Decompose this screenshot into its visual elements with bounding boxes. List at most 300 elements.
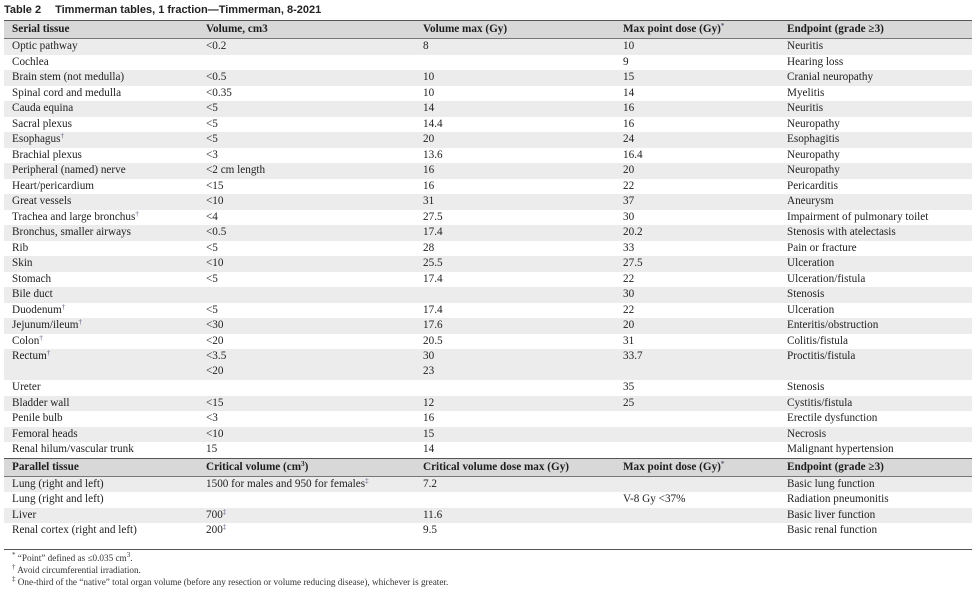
volume-max-cell-text: 31 bbox=[423, 195, 435, 207]
endpoint-cell-text: Hearing loss bbox=[787, 55, 844, 68]
table-row bbox=[4, 303, 972, 319]
volume-cell-text: <5 bbox=[206, 272, 218, 285]
endpoint-cell-text: Ulceration bbox=[787, 303, 835, 316]
endpoint-cell bbox=[779, 86, 972, 102]
max-point-dose-cell-text: 16.4 bbox=[623, 148, 643, 161]
max-point-dose-cell bbox=[615, 303, 779, 319]
max-point-dose-cell-text: 31 bbox=[623, 334, 635, 347]
tissue-cell-text: Skin bbox=[12, 257, 33, 269]
max-point-dose-cell bbox=[615, 442, 779, 458]
volume-cell bbox=[198, 179, 415, 195]
tissue-cell bbox=[4, 39, 198, 55]
volume-max-cell-text: 17.4 bbox=[423, 272, 443, 285]
max-point-dose-cell bbox=[615, 349, 779, 380]
tissue-cell bbox=[4, 442, 198, 458]
table-row bbox=[4, 39, 972, 55]
volume-max-cell bbox=[415, 194, 615, 210]
tissue-cell bbox=[4, 427, 198, 443]
volume-max-cell bbox=[415, 225, 615, 241]
tissue-cell-text: Brachial plexus bbox=[12, 148, 82, 161]
volume-max-cell-second: 23 bbox=[423, 365, 435, 377]
volume-cell-text: <0.5 bbox=[206, 226, 227, 238]
table-row bbox=[4, 241, 972, 257]
max-point-dose-cell bbox=[615, 117, 779, 133]
max-point-dose-cell bbox=[615, 86, 779, 102]
max-point-dose-cell bbox=[615, 179, 779, 195]
footnote-text: One-third of the “native” total organ volume (before any resection or volume reducing disease), whichever is greater. bbox=[17, 577, 449, 587]
tissue-cell bbox=[4, 55, 198, 71]
endpoint-cell-text: Ulceration/fistula bbox=[787, 272, 866, 285]
table-row bbox=[4, 396, 972, 412]
max-point-dose-cell-text: 30 bbox=[623, 288, 635, 300]
max-point-dose-cell-text: 27.5 bbox=[623, 257, 643, 269]
max-point-dose-cell-text: 22 bbox=[623, 303, 635, 316]
endpoint-cell bbox=[779, 225, 972, 241]
tissue-cell-text: Ureter bbox=[12, 381, 41, 393]
table-row bbox=[4, 287, 972, 303]
critical-dose-max-header: Critical volume dose max (Gy) bbox=[415, 458, 615, 476]
endpoint-cell-text: Malignant hypertension bbox=[787, 443, 894, 455]
tissue-cell-text: Renal cortex (right and left) bbox=[12, 524, 137, 536]
volume-max-cell bbox=[415, 55, 615, 71]
max-point-dose-cell-text: 10 bbox=[623, 40, 635, 52]
volume-max-cell bbox=[415, 210, 615, 226]
max-point-dose-cell bbox=[615, 241, 779, 257]
footnote bbox=[4, 552, 972, 564]
endpoint-cell bbox=[779, 55, 972, 71]
endpoint-cell-text: Cystitis/fistula bbox=[787, 396, 853, 409]
volume-cell bbox=[198, 318, 415, 334]
endpoint-cell-text: Neuropathy bbox=[787, 117, 840, 130]
table-row bbox=[4, 318, 972, 334]
endpoint-cell bbox=[779, 101, 972, 117]
max-point-dose-cell bbox=[615, 523, 779, 539]
endpoint-cell bbox=[779, 427, 972, 443]
volume-cell bbox=[198, 287, 415, 303]
max-point-dose-cell-text: 22 bbox=[623, 179, 635, 192]
volume-cell-text: 1500 for males and 950 for females bbox=[206, 477, 366, 490]
max-point-dose-cell bbox=[615, 334, 779, 350]
endpoint-cell-text: Ulceration bbox=[787, 257, 835, 269]
volume-cell-text: <5 bbox=[206, 102, 218, 114]
volume-cell-text: <15 bbox=[206, 179, 224, 192]
tissue-cell bbox=[4, 396, 198, 412]
volume-max-cell bbox=[415, 318, 615, 334]
table-row bbox=[4, 86, 972, 102]
table-row bbox=[4, 55, 972, 71]
volume-max-cell-text: 10 bbox=[423, 71, 435, 83]
footnote-symbol: * bbox=[12, 551, 16, 559]
volume-max-cell-text: 25.5 bbox=[423, 257, 443, 269]
volume-max-cell bbox=[415, 396, 615, 412]
table-row bbox=[4, 194, 972, 210]
footnote bbox=[4, 564, 972, 576]
tissue-cell bbox=[4, 210, 198, 226]
table-row bbox=[4, 508, 972, 524]
footnote-mark: ‡ bbox=[222, 507, 227, 516]
tissue-cell bbox=[4, 349, 198, 380]
volume-cell-text: <5 bbox=[206, 117, 218, 130]
volume-max-cell bbox=[415, 148, 615, 164]
endpoint-cell bbox=[779, 241, 972, 257]
volume-cell bbox=[198, 132, 415, 148]
endpoint-cell-text: Aneurysm bbox=[787, 195, 834, 207]
volume-cell bbox=[198, 523, 415, 539]
table-row bbox=[4, 476, 972, 492]
volume-cell-text: <5 bbox=[206, 241, 218, 254]
footnote-mark: † bbox=[135, 209, 139, 218]
endpoint-cell-text: Neuropathy bbox=[787, 164, 840, 176]
volume-max-cell bbox=[415, 380, 615, 396]
serial-header-row bbox=[4, 21, 972, 39]
volume-cell-text: <5 bbox=[206, 303, 218, 316]
parallel-tissue-header: Parallel tissue bbox=[4, 458, 198, 476]
volume-cell bbox=[198, 380, 415, 396]
volume-cell bbox=[198, 476, 415, 492]
table-row bbox=[4, 411, 972, 427]
volume-max-cell-text: 17.4 bbox=[423, 303, 443, 316]
endpoint-cell-text: Neuritis bbox=[787, 102, 824, 114]
volume-cell bbox=[198, 241, 415, 257]
volume-cell bbox=[198, 86, 415, 102]
tissue-cell-text: Spinal cord and medulla bbox=[12, 86, 122, 99]
footnote-mark: ‡ bbox=[222, 523, 227, 531]
endpoint-cell-text: Basic lung function bbox=[787, 477, 875, 490]
endpoint-cell-text: Myelitis bbox=[787, 86, 825, 99]
volume-max-cell-text: 10 bbox=[423, 86, 435, 99]
volume-max-cell bbox=[415, 70, 615, 86]
volume-cell-text: <4 bbox=[206, 210, 218, 223]
volume-cell bbox=[198, 427, 415, 443]
max-point-dose-cell-text: 16 bbox=[623, 117, 635, 130]
endpoint-cell bbox=[779, 492, 972, 508]
volume-max-cell-text: 14 bbox=[423, 443, 435, 455]
parallel-header-row bbox=[4, 458, 972, 476]
volume-cell-text: <20 bbox=[206, 334, 224, 347]
tissue-cell bbox=[4, 523, 198, 539]
table-row bbox=[4, 179, 972, 195]
tissue-cell-text: Sacral plexus bbox=[12, 117, 72, 130]
endpoint-cell-text: Basic liver function bbox=[787, 508, 876, 521]
volume-max-cell-text: 17.4 bbox=[423, 226, 443, 238]
table-row bbox=[4, 523, 972, 539]
tissue-cell bbox=[4, 508, 198, 524]
table-row bbox=[4, 163, 972, 179]
volume-max-cell-text: 16 bbox=[423, 164, 435, 176]
endpoint-cell bbox=[779, 334, 972, 350]
volume-cell bbox=[198, 256, 415, 272]
tissue-cell-text: Great vessels bbox=[12, 195, 72, 207]
endpoint-cell-text: Cranial neuropathy bbox=[787, 71, 874, 83]
parallel-max-point-dose-header bbox=[615, 458, 779, 476]
tissue-cell-text: Bile duct bbox=[12, 288, 53, 300]
tissue-cell-text: Lung (right and left) bbox=[12, 493, 104, 505]
footnote-symbol: ‡ bbox=[12, 575, 16, 583]
serial-tissue-header: Serial tissue bbox=[4, 21, 198, 39]
volume-max-cell-text: 16 bbox=[423, 412, 435, 424]
endpoint-cell bbox=[779, 508, 972, 524]
max-point-dose-cell bbox=[615, 396, 779, 412]
table-row bbox=[4, 492, 972, 508]
footnote-mark: * bbox=[720, 22, 725, 30]
volume-max-cell-text: 16 bbox=[423, 179, 435, 192]
volume-max-cell-text: 12 bbox=[423, 396, 435, 409]
tissue-cell-text: Penile bulb bbox=[12, 412, 63, 424]
max-point-dose-cell bbox=[615, 411, 779, 427]
tissue-cell-text: Cochlea bbox=[12, 55, 49, 68]
volume-max-cell bbox=[415, 334, 615, 350]
volume-max-cell-text: 13.6 bbox=[423, 148, 443, 161]
volume-max-cell bbox=[415, 256, 615, 272]
table-row bbox=[4, 70, 972, 86]
table-row bbox=[4, 349, 972, 380]
endpoint-cell bbox=[779, 523, 972, 539]
table-row bbox=[4, 334, 972, 350]
max-point-dose-cell bbox=[615, 380, 779, 396]
max-point-dose-cell bbox=[615, 163, 779, 179]
tissue-cell-text: Cauda equina bbox=[12, 102, 74, 114]
volume-cell bbox=[198, 163, 415, 179]
volume-max-cell-text: 20.5 bbox=[423, 334, 443, 347]
volume-max-cell-text: 30 bbox=[423, 350, 435, 362]
volume-max-cell bbox=[415, 163, 615, 179]
endpoint-cell bbox=[779, 117, 972, 133]
volume-cell-text: 700 bbox=[206, 508, 223, 521]
endpoint-cell bbox=[779, 194, 972, 210]
tissue-cell bbox=[4, 318, 198, 334]
tissue-cell-text: Jejunum/ileum bbox=[12, 319, 79, 331]
volume-cell bbox=[198, 508, 415, 524]
volume-cell-text: <3 bbox=[206, 412, 218, 424]
max-point-dose-cell-text: 16 bbox=[623, 102, 635, 114]
endpoint-cell bbox=[779, 132, 972, 148]
critical-volume-close: ) bbox=[304, 460, 309, 473]
volume-max-cell-text: 17.6 bbox=[423, 319, 443, 331]
volume-max-header: Volume max (Gy) bbox=[415, 21, 615, 39]
tissue-cell bbox=[4, 70, 198, 86]
endpoint-cell-text: Stenosis bbox=[787, 288, 825, 300]
volume-cell bbox=[198, 272, 415, 288]
volume-cell-text: <30 bbox=[206, 319, 224, 331]
max-point-dose-cell-text: 33 bbox=[623, 241, 635, 254]
max-point-dose-cell-text: 15 bbox=[623, 71, 635, 83]
endpoint-cell bbox=[779, 256, 972, 272]
volume-cell bbox=[198, 101, 415, 117]
volume-cell-text: <10 bbox=[206, 257, 224, 269]
endpoint-cell bbox=[779, 442, 972, 458]
tissue-cell-text: Stomach bbox=[12, 272, 52, 285]
tissue-cell bbox=[4, 132, 198, 148]
endpoint-cell-text: Stenosis with atelectasis bbox=[787, 226, 896, 238]
tissue-cell-text: Bronchus, smaller airways bbox=[12, 226, 131, 238]
footnote bbox=[4, 576, 972, 588]
endpoint-cell bbox=[779, 303, 972, 319]
endpoint-cell-text: Basic renal function bbox=[787, 524, 878, 536]
table-footnotes bbox=[4, 549, 972, 588]
tissue-cell-text: Colon bbox=[12, 334, 40, 347]
tissue-cell bbox=[4, 334, 198, 350]
volume-cell bbox=[198, 411, 415, 427]
volume-max-cell bbox=[415, 39, 615, 55]
endpoint-cell bbox=[779, 411, 972, 427]
endpoint-cell-text: Neuropathy bbox=[787, 148, 840, 161]
table-row bbox=[4, 427, 972, 443]
max-point-dose-cell bbox=[615, 194, 779, 210]
max-point-dose-cell-text: 20 bbox=[623, 319, 635, 331]
endpoint-cell-text: Colitis/fistula bbox=[787, 334, 848, 347]
endpoint-cell bbox=[779, 39, 972, 55]
max-point-dose-cell bbox=[615, 210, 779, 226]
footnote-mark: † bbox=[39, 333, 43, 342]
endpoint-cell-text: Impairment of pulmonary toilet bbox=[787, 210, 929, 223]
endpoint-cell bbox=[779, 210, 972, 226]
volume-max-cell bbox=[415, 86, 615, 102]
volume-max-cell-text: 14.4 bbox=[423, 117, 443, 130]
tissue-cell bbox=[4, 476, 198, 492]
footnote-symbol: † bbox=[12, 563, 16, 571]
max-point-dose-cell bbox=[615, 427, 779, 443]
volume-cell bbox=[198, 117, 415, 133]
volume-max-cell bbox=[415, 132, 615, 148]
volume-max-cell bbox=[415, 508, 615, 524]
volume-max-cell bbox=[415, 303, 615, 319]
endpoint-cell-text: Pericarditis bbox=[787, 179, 838, 192]
tissue-cell bbox=[4, 86, 198, 102]
tissue-cell-text: Peripheral (named) nerve bbox=[12, 164, 126, 176]
max-point-dose-cell-text: 9 bbox=[623, 55, 629, 68]
footnote-exponent: 3 bbox=[126, 551, 131, 559]
footnote-mark: * bbox=[720, 459, 725, 468]
table-row bbox=[4, 380, 972, 396]
tissue-cell-text: Lung (right and left) bbox=[12, 477, 104, 490]
tissue-cell-text: Heart/pericardium bbox=[12, 179, 94, 192]
volume-cell-text: <3 bbox=[206, 148, 218, 161]
max-point-dose-cell-text: 20.2 bbox=[623, 226, 643, 238]
endpoint-cell bbox=[779, 349, 972, 380]
endpoint-cell-text: Necrosis bbox=[787, 427, 827, 440]
volume-cell-text: <10 bbox=[206, 195, 224, 207]
footnote-mark: † bbox=[61, 302, 66, 311]
tissue-cell-text: Bladder wall bbox=[12, 396, 70, 409]
volume-cell-text: <2 cm length bbox=[206, 164, 266, 176]
tissue-cell bbox=[4, 225, 198, 241]
endpoint-cell-text: Esophagitis bbox=[787, 133, 840, 145]
volume-cell bbox=[198, 148, 415, 164]
table-row bbox=[4, 117, 972, 133]
max-point-dose-cell-text: 35 bbox=[623, 381, 635, 393]
volume-max-cell bbox=[415, 101, 615, 117]
table-row bbox=[4, 272, 972, 288]
volume-max-cell bbox=[415, 476, 615, 492]
endpoint-cell bbox=[779, 476, 972, 492]
tissue-cell bbox=[4, 492, 198, 508]
timmerman-table bbox=[4, 20, 972, 539]
endpoint-header: Endpoint (grade ≥3) bbox=[779, 21, 972, 39]
volume-max-cell-text: 11.6 bbox=[423, 508, 443, 521]
tissue-cell bbox=[4, 287, 198, 303]
tissue-cell bbox=[4, 117, 198, 133]
footnote-text: Avoid circumferential irradiation. bbox=[17, 565, 141, 575]
table-row bbox=[4, 132, 972, 148]
volume-max-cell bbox=[415, 179, 615, 195]
max-point-dose-cell-text: 33.7 bbox=[623, 350, 643, 362]
table-row bbox=[4, 148, 972, 164]
endpoint-cell-text: Proctitis/fistula bbox=[787, 350, 856, 362]
footnote-tail: . bbox=[130, 553, 133, 563]
volume-cell bbox=[198, 334, 415, 350]
volume-header: Volume, cm3 bbox=[198, 21, 415, 39]
footnote-text: “Point” defined as ≤0.035 cm bbox=[17, 553, 127, 563]
endpoint-cell-text: Erectile dysfunction bbox=[787, 412, 878, 424]
volume-cell-text: 15 bbox=[206, 443, 218, 455]
parallel-endpoint-header: Endpoint (grade ≥3) bbox=[779, 458, 972, 476]
endpoint-cell bbox=[779, 318, 972, 334]
parallel-tissue-rows bbox=[4, 476, 972, 539]
volume-cell bbox=[198, 55, 415, 71]
table-title: Timmerman tables, 1 fraction—Timmerman, 8-2021 bbox=[55, 4, 322, 16]
tissue-cell bbox=[4, 256, 198, 272]
tissue-cell bbox=[4, 241, 198, 257]
volume-cell-text: <3.5 bbox=[206, 350, 227, 362]
volume-cell bbox=[198, 210, 415, 226]
volume-max-cell bbox=[415, 241, 615, 257]
max-point-dose-cell-text: 24 bbox=[623, 133, 635, 145]
endpoint-cell bbox=[779, 396, 972, 412]
tissue-cell-text: Renal hilum/vascular trunk bbox=[12, 443, 134, 455]
volume-cell bbox=[198, 349, 415, 380]
parallel-header-group bbox=[4, 458, 972, 476]
volume-max-cell bbox=[415, 442, 615, 458]
tissue-cell bbox=[4, 380, 198, 396]
volume-cell bbox=[198, 303, 415, 319]
tissue-cell bbox=[4, 194, 198, 210]
critical-volume-label: Critical volume (cm bbox=[206, 460, 302, 473]
endpoint-cell bbox=[779, 272, 972, 288]
volume-max-cell bbox=[415, 492, 615, 508]
endpoint-cell bbox=[779, 148, 972, 164]
footnote-mark: † bbox=[78, 318, 82, 326]
table-row bbox=[4, 442, 972, 458]
max-point-dose-cell bbox=[615, 39, 779, 55]
endpoint-cell bbox=[779, 163, 972, 179]
max-point-dose-cell bbox=[615, 287, 779, 303]
cube-exponent: 3 bbox=[301, 459, 305, 468]
max-point-dose-cell-text: 37 bbox=[623, 195, 635, 207]
endpoint-cell-text: Enteritis/obstruction bbox=[787, 319, 879, 331]
max-point-dose-cell-text: 14 bbox=[623, 86, 635, 99]
volume-max-cell-text: 7.2 bbox=[423, 477, 437, 490]
volume-max-cell bbox=[415, 349, 615, 380]
footnote-mark: ‡ bbox=[365, 476, 369, 485]
volume-max-cell-text: 20 bbox=[423, 133, 435, 145]
max-point-dose-cell-text: 25 bbox=[623, 396, 635, 409]
max-point-dose-cell bbox=[615, 318, 779, 334]
tissue-cell bbox=[4, 163, 198, 179]
volume-cell bbox=[198, 492, 415, 508]
endpoint-cell bbox=[779, 380, 972, 396]
max-point-dose-cell-text: 30 bbox=[623, 210, 635, 223]
volume-cell-second: <20 bbox=[206, 365, 224, 377]
volume-max-cell-text: 27.5 bbox=[423, 210, 443, 223]
table-number: Table 2 bbox=[4, 4, 42, 16]
endpoint-cell-text: Neuritis bbox=[787, 40, 824, 52]
endpoint-cell bbox=[779, 287, 972, 303]
max-point-dose-label: Max point dose (Gy) bbox=[623, 23, 721, 35]
tissue-cell-text: Duodenum bbox=[12, 303, 62, 316]
volume-cell bbox=[198, 396, 415, 412]
tissue-cell bbox=[4, 148, 198, 164]
max-point-dose-cell bbox=[615, 70, 779, 86]
